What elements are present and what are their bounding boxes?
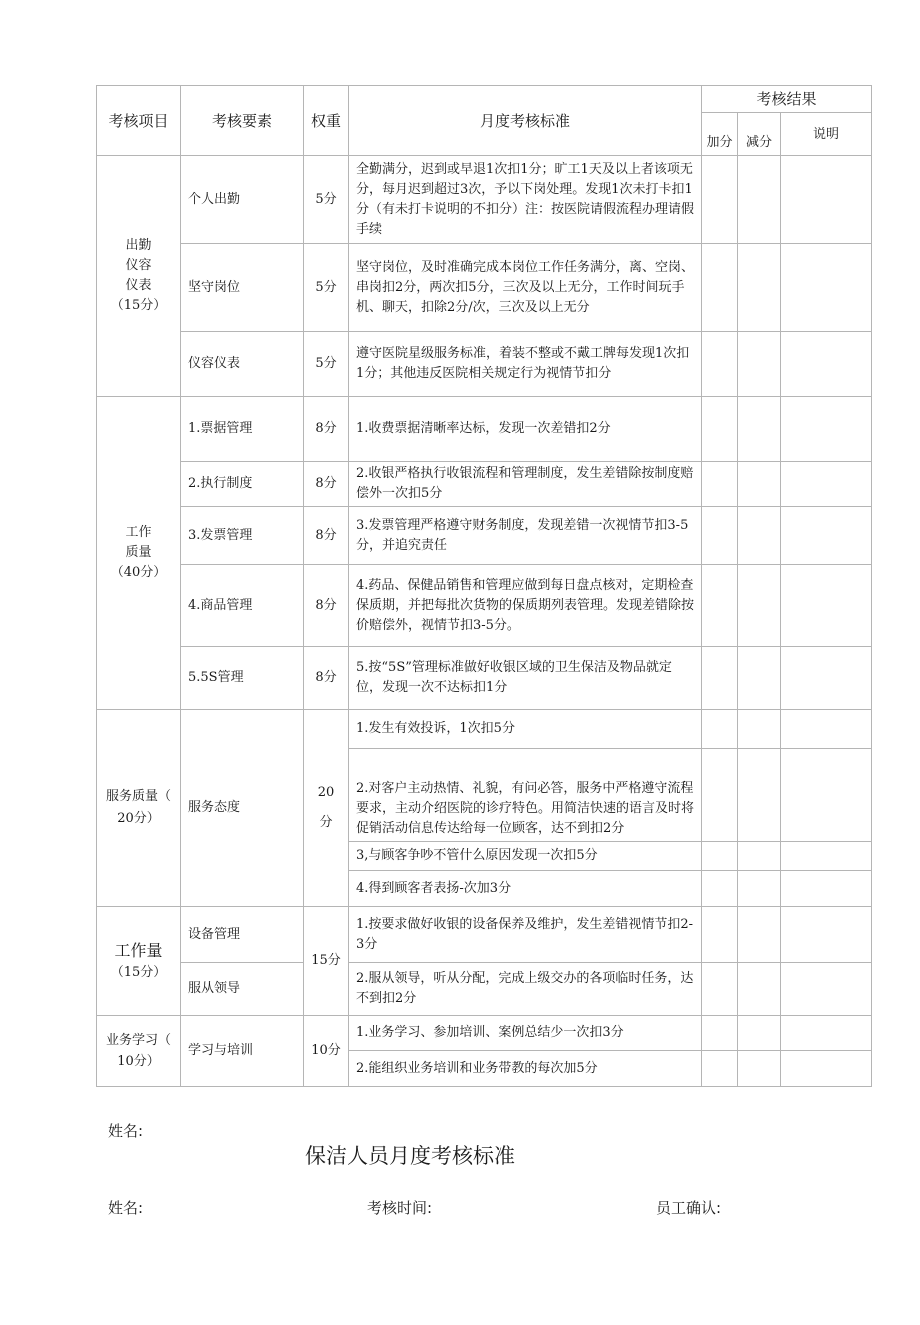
standard-cell: 坚守岗位，及时准确完成本岗位工作任务满分，离、空岗、串岗扣2分，两次扣5分，三次及以上无分，工作时间玩手机、聊天，扣除2分/次，三次及以上无分 <box>349 244 702 332</box>
sub-score-cell[interactable] <box>738 647 781 710</box>
add-score-cell[interactable] <box>702 332 738 397</box>
weight-cell: 5分 <box>304 244 349 332</box>
note-cell[interactable] <box>781 156 872 244</box>
element-cell: 个人出勤 <box>181 156 304 244</box>
element-cell: 学习与培训 <box>181 1016 304 1087</box>
category-service-quality: 服务质量（ 20分） <box>97 710 181 907</box>
element-cell: 设备管理 <box>181 907 304 963</box>
employee-confirm-label: 员工确认: <box>656 1199 722 1217</box>
add-score-cell[interactable] <box>702 156 738 244</box>
element-cell: 1.票据管理 <box>181 397 304 462</box>
standard-cell: 5.按“5S”管理标准做好收银区域的卫生保洁及物品就定位，发现一次不达标扣1分 <box>349 647 702 710</box>
sub-score-cell[interactable] <box>738 507 781 565</box>
element-cell: 服从领导 <box>181 963 304 1016</box>
sub-score-cell[interactable] <box>738 749 781 842</box>
add-score-cell[interactable] <box>702 907 738 963</box>
sub-score-cell[interactable] <box>738 1051 781 1087</box>
header-element: 考核要素 <box>181 86 304 156</box>
category-attendance: 出勤 仪容 仪表 （15分） <box>97 156 181 397</box>
weight-cell: 5分 <box>304 156 349 244</box>
element-cell: 仪容仪表 <box>181 332 304 397</box>
standard-cell: 1.发生有效投诉，1次扣5分 <box>349 710 702 749</box>
sub-score-cell[interactable] <box>738 156 781 244</box>
note-cell[interactable] <box>781 647 872 710</box>
add-score-cell[interactable] <box>702 507 738 565</box>
add-score-cell[interactable] <box>702 749 738 842</box>
note-cell[interactable] <box>781 332 872 397</box>
note-cell[interactable] <box>781 565 872 647</box>
add-score-cell[interactable] <box>702 244 738 332</box>
standard-cell: 4.药品、保健品销售和管理应做到每日盘点核对，定期检查保质期，并把每批次货物的保质期列表管理。发现差错除按价赔偿外，视情节扣3-5分。 <box>349 565 702 647</box>
standard-cell: 1.按要求做好收银的设备保养及维护，发生差错视情节扣2-3分 <box>349 907 702 963</box>
standard-cell: 1.业务学习、参加培训、案例总结少一次扣3分 <box>349 1016 702 1051</box>
note-cell[interactable] <box>781 1051 872 1087</box>
add-score-cell[interactable] <box>702 397 738 462</box>
sub-score-cell[interactable] <box>738 963 781 1016</box>
add-score-cell[interactable] <box>702 842 738 871</box>
assessment-time-label: 考核时间: <box>367 1199 433 1217</box>
assessment-table <box>96 85 872 1087</box>
sub-score-cell[interactable] <box>738 842 781 871</box>
note-cell[interactable] <box>781 710 872 749</box>
add-score-cell[interactable] <box>702 710 738 749</box>
name-label-top: 姓名: <box>108 1122 144 1140</box>
note-cell[interactable] <box>781 244 872 332</box>
weight-cell: 8分 <box>304 565 349 647</box>
standard-cell: 4.得到顾客者表扬-次加3分 <box>349 871 702 907</box>
page-title: 保洁人员月度考核标准 <box>305 1144 515 1168</box>
standard-cell: 2.收银严格执行收银流程和管理制度，发生差错除按制度赔偿外一次扣5分 <box>349 462 702 507</box>
weight-cell: 10分 <box>304 1016 349 1087</box>
standard-cell: 3.发票管理严格遵守财务制度，发现差错一次视情节扣3-5分，并追究责任 <box>349 507 702 565</box>
weight-cell: 15分 <box>304 907 349 1016</box>
element-cell: 2.执行制度 <box>181 462 304 507</box>
add-score-cell[interactable] <box>702 1051 738 1087</box>
note-cell[interactable] <box>781 507 872 565</box>
sub-score-cell[interactable] <box>738 332 781 397</box>
standard-cell: 2.能组织业务培训和业务带教的每次加5分 <box>349 1051 702 1087</box>
header-sub: 减分 <box>738 113 781 156</box>
weight-cell: 5分 <box>304 332 349 397</box>
sub-score-cell[interactable] <box>738 907 781 963</box>
standard-cell: 3,与顾客争吵不管什么原因发现一次扣5分 <box>349 842 702 871</box>
category-business-learning: 业务学习（ 10分） <box>97 1016 181 1087</box>
header-weight: 权重 <box>304 86 349 156</box>
weight-cell: 8分 <box>304 462 349 507</box>
standard-cell: 遵守医院星级服务标准，着装不整或不戴工牌每发现1次扣1分；其他违反医院相关规定行为视情节扣分 <box>349 332 702 397</box>
standard-cell: 2.服从领导，听从分配，完成上级交办的各项临时任务，达不到扣2分 <box>349 963 702 1016</box>
weight-cell: 8分 <box>304 647 349 710</box>
note-cell[interactable] <box>781 462 872 507</box>
add-score-cell[interactable] <box>702 462 738 507</box>
note-cell[interactable] <box>781 842 872 871</box>
element-cell: 3.发票管理 <box>181 507 304 565</box>
note-cell[interactable] <box>781 963 872 1016</box>
element-cell: 坚守岗位 <box>181 244 304 332</box>
sub-score-cell[interactable] <box>738 710 781 749</box>
note-cell[interactable] <box>781 749 872 842</box>
header-standard: 月度考核标准 <box>349 86 702 156</box>
header-item: 考核项目 <box>97 86 181 156</box>
element-cell: 5.5S管理 <box>181 647 304 710</box>
sub-score-cell[interactable] <box>738 871 781 907</box>
add-score-cell[interactable] <box>702 647 738 710</box>
name-label: 姓名: <box>108 1199 144 1217</box>
element-cell: 4.商品管理 <box>181 565 304 647</box>
note-cell[interactable] <box>781 907 872 963</box>
standard-cell: 2.对客户主动热情、礼貌，有问必答，服务中严格遵守流程要求，主动介绍医院的诊疗特色。用简洁快速的语言及时将促销活动信息传达给每一位顾客，达不到扣2分 <box>349 749 702 842</box>
sub-score-cell[interactable] <box>738 397 781 462</box>
sub-score-cell[interactable] <box>738 565 781 647</box>
category-workload: 工作量 （15分） <box>97 907 181 1016</box>
header-result: 考核结果 <box>702 86 872 113</box>
sub-score-cell[interactable] <box>738 244 781 332</box>
add-score-cell[interactable] <box>702 565 738 647</box>
note-cell[interactable] <box>781 397 872 462</box>
element-cell: 服务态度 <box>181 710 304 907</box>
weight-cell: 20 分 <box>304 710 349 907</box>
note-cell[interactable] <box>781 871 872 907</box>
weight-cell: 8分 <box>304 507 349 565</box>
standard-cell: 全勤满分，迟到或早退1次扣1分；旷工1天及以上者该项无分，每月迟到超过3次，予以下岗处理。发现1次未打卡扣1分（有未打卡说明的不扣分）注：按医院请假流程办理请假手续 <box>349 156 702 244</box>
sub-score-cell[interactable] <box>738 462 781 507</box>
add-score-cell[interactable] <box>702 871 738 907</box>
header-add: 加分 <box>702 113 738 156</box>
sub-score-cell[interactable] <box>738 1016 781 1051</box>
category-work-quality: 工作 质量 （40分） <box>97 397 181 710</box>
weight-cell: 8分 <box>304 397 349 462</box>
standard-cell: 1.收费票据清晰率达标，发现一次差错扣2分 <box>349 397 702 462</box>
add-score-cell[interactable] <box>702 1016 738 1051</box>
note-cell[interactable] <box>781 1016 872 1051</box>
header-note: 说明 <box>781 113 872 156</box>
add-score-cell[interactable] <box>702 963 738 1016</box>
